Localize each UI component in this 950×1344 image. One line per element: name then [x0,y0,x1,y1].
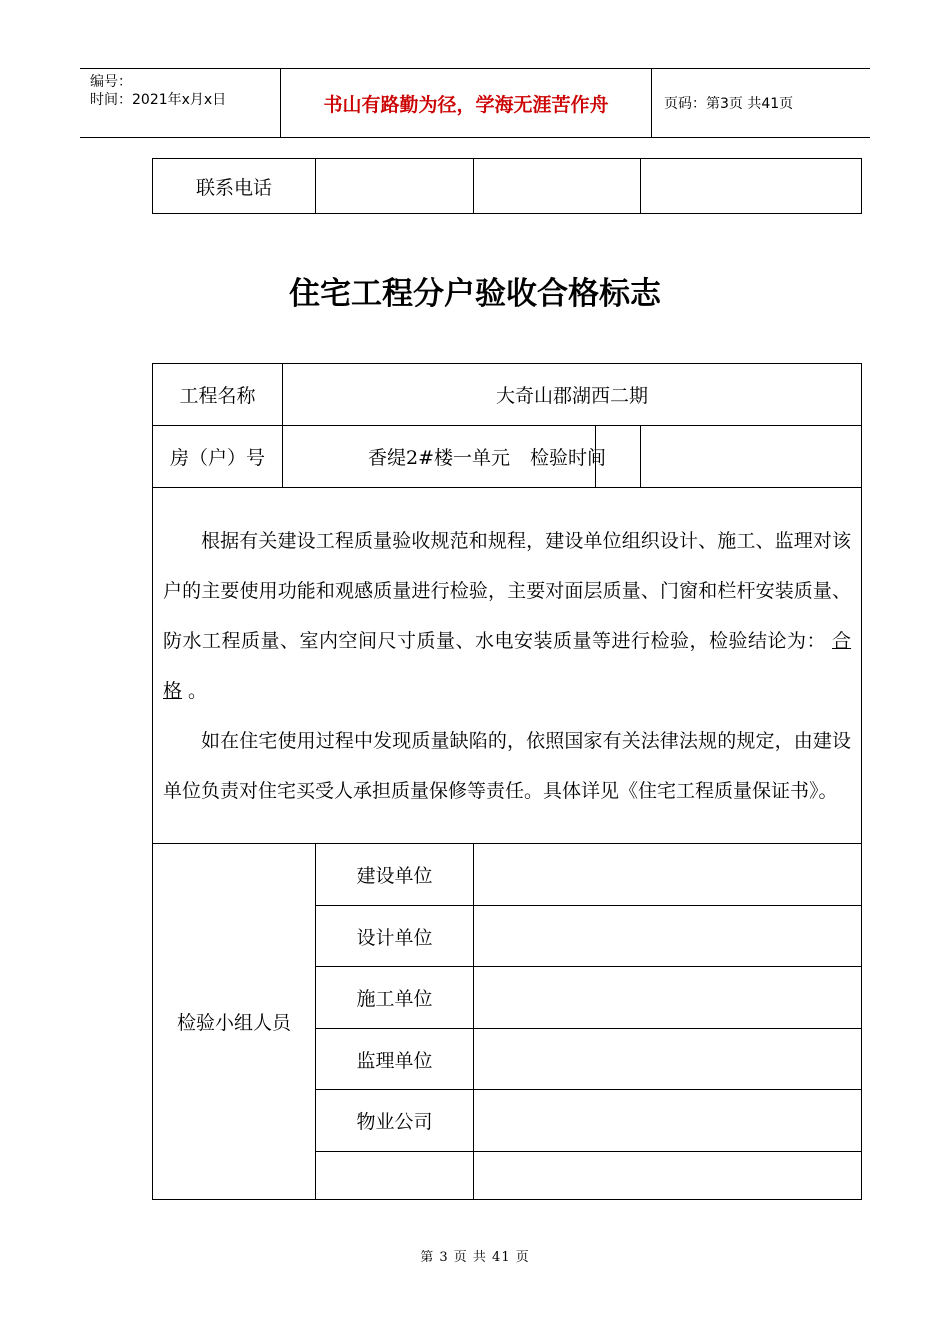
house-number-label: 房（户）号 [153,426,283,488]
house-number-value: 香缇2#楼一单元 [283,426,596,488]
project-name-value: 大奇山郡湖西二期 [283,364,862,426]
header-page-info: 页码：第3页 共41页 [664,96,794,112]
inspection-group-label: 检验小组人员 [153,844,316,1200]
code-label: 编号： [90,74,132,90]
unit-signature [474,967,862,1029]
contact-cell [641,159,862,214]
statement-text [153,488,862,844]
header-meta [80,69,280,137]
inspection-time-value [641,426,862,488]
page-footer: 第 3 页 共 41 页 [420,1250,530,1265]
project-name-label: 工程名称 [153,364,283,426]
unit-signature [474,1152,862,1200]
contact-cell [316,159,474,214]
statement-paragraph-2: 如在住宅使用过程中发现质量缺陷的，依照国家有关法律法规的规定，由建设单位负责对住宅买受人承担质量保修等责任。具体详见《住宅工程质量保证书》。 [163,729,852,802]
unit-signature [474,844,862,906]
time-label: 时间：2021年x月x日 [90,92,227,108]
unit-label: 建设单位 [316,844,474,906]
acceptance-form [152,363,862,1200]
statement-p1-text: 根据有关建设工程质量验收规范和规程，建设单位组织设计、施工、监理对该户的主要使用功能和观感质量进行检验，主要对面层质量、门窗和栏杆安装质量、防水工程质量、室内空间尺寸质量、水电安装质量等进行检验，检验结论为： [163,529,852,652]
statement-p1-end: 。 [188,679,208,702]
inspection-time-label [529,426,641,488]
contact-cell [474,159,641,214]
inspection-time-text: 检验时间 [529,447,606,469]
inspection-result: 合 格 [163,629,852,702]
unit-signature [474,906,862,967]
contact-table [152,158,862,214]
unit-label: 设计单位 [316,906,474,967]
unit-label: 施工单位 [316,967,474,1029]
unit-signature [474,1090,862,1152]
unit-label: 监理单位 [316,1029,474,1090]
unit-label: 物业公司 [316,1090,474,1152]
header-motto: 书山有路勤为径，学海无涯苦作舟 [280,69,652,137]
contact-phone-label: 联系电话 [153,159,316,214]
unit-label [316,1152,474,1200]
page-header [80,68,870,138]
document-title: 住宅工程分户验收合格标志 [289,276,661,312]
unit-signature [474,1029,862,1090]
statement-paragraph-1 [163,516,851,716]
